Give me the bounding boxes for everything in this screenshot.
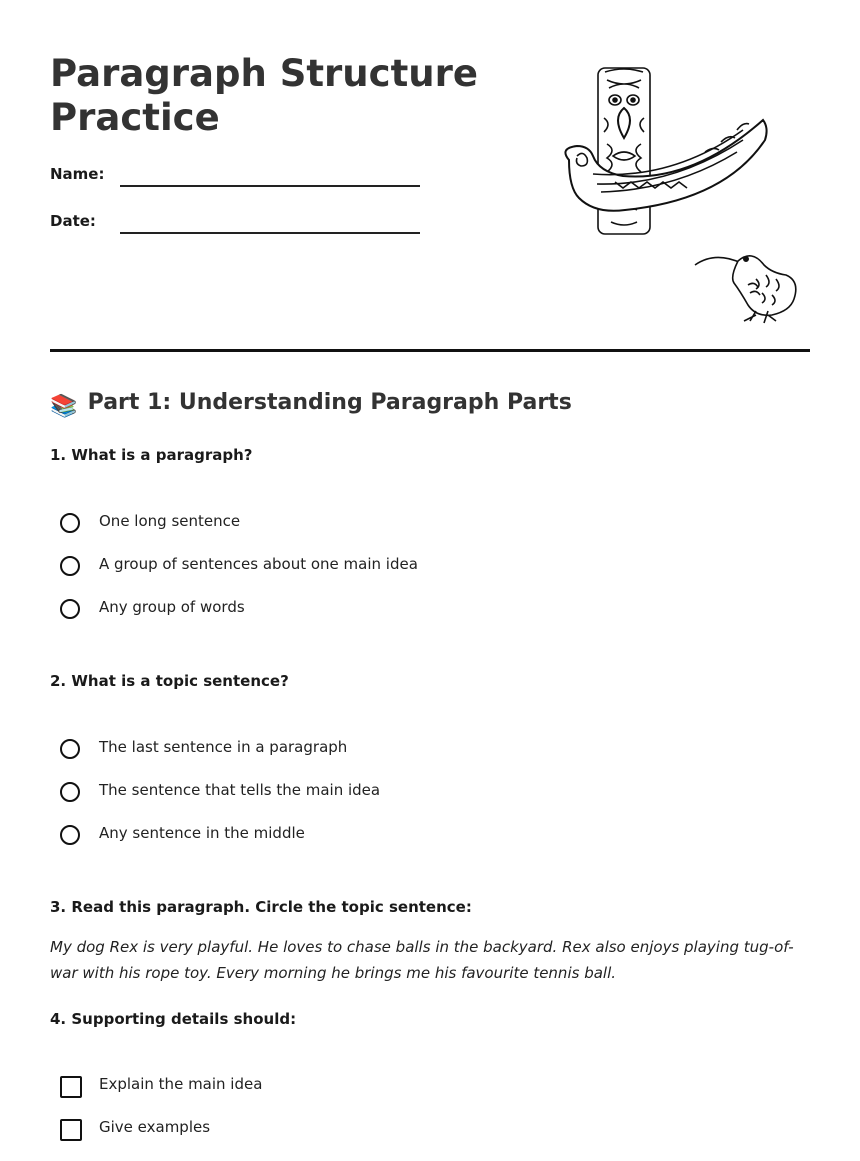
radio-circle[interactable] <box>60 739 80 759</box>
worksheet-title <box>50 52 520 140</box>
title-line-2: Practice <box>50 96 220 139</box>
q2-option-1-label: The last sentence in a paragraph <box>99 738 348 756</box>
q2-option-3-label: Any sentence in the middle <box>99 824 305 842</box>
radio-circle[interactable] <box>60 599 80 619</box>
header-divider <box>50 349 810 352</box>
checkbox[interactable] <box>60 1076 82 1098</box>
q1-option-2-label: A group of sentences about one main idea <box>99 555 418 573</box>
q1-option-1-label: One long sentence <box>99 512 241 530</box>
radio-circle[interactable] <box>60 782 80 802</box>
date-line[interactable] <box>120 232 420 234</box>
radio-circle[interactable] <box>60 825 80 845</box>
maori-carved-waka-and-pou-icon <box>555 60 785 240</box>
date-label: Date: <box>50 212 96 230</box>
title-line-1: Paragraph Structure <box>50 52 478 95</box>
name-line[interactable] <box>120 185 420 187</box>
question-1-prompt: 1. What is a paragraph? <box>50 446 253 464</box>
radio-circle[interactable] <box>60 513 80 533</box>
question-3-passage[interactable]: My dog Rex is very playful. He loves to chase balls in the backyard. Rex also enjoys playing tug-of-war with his rope toy. Every morning he brings me his favourite tennis ball. <box>50 938 794 982</box>
q4-option-1-label: Explain the main idea <box>99 1075 263 1093</box>
q4-option-2-label: Give examples <box>99 1118 211 1136</box>
name-field[interactable] <box>50 165 430 195</box>
question-2-prompt: 2. What is a topic sentence? <box>50 672 289 690</box>
date-field[interactable] <box>50 212 430 242</box>
question-3-prompt: 3. Read this paragraph. Circle the topic sentence: <box>50 898 472 916</box>
radio-circle[interactable] <box>60 556 80 576</box>
q2-option-2-label: The sentence that tells the main idea <box>99 781 381 799</box>
q1-option-3-label: Any group of words <box>99 598 245 616</box>
part1-title: Part 1: Understanding Paragraph Parts <box>87 390 572 415</box>
kiwi-bird-icon <box>690 245 800 325</box>
books-icon: 📚 <box>50 394 78 419</box>
question-4-prompt: 4. Supporting details should: <box>50 1010 297 1028</box>
part1-heading <box>50 388 572 422</box>
checkbox[interactable] <box>60 1119 82 1141</box>
name-label: Name: <box>50 165 105 183</box>
